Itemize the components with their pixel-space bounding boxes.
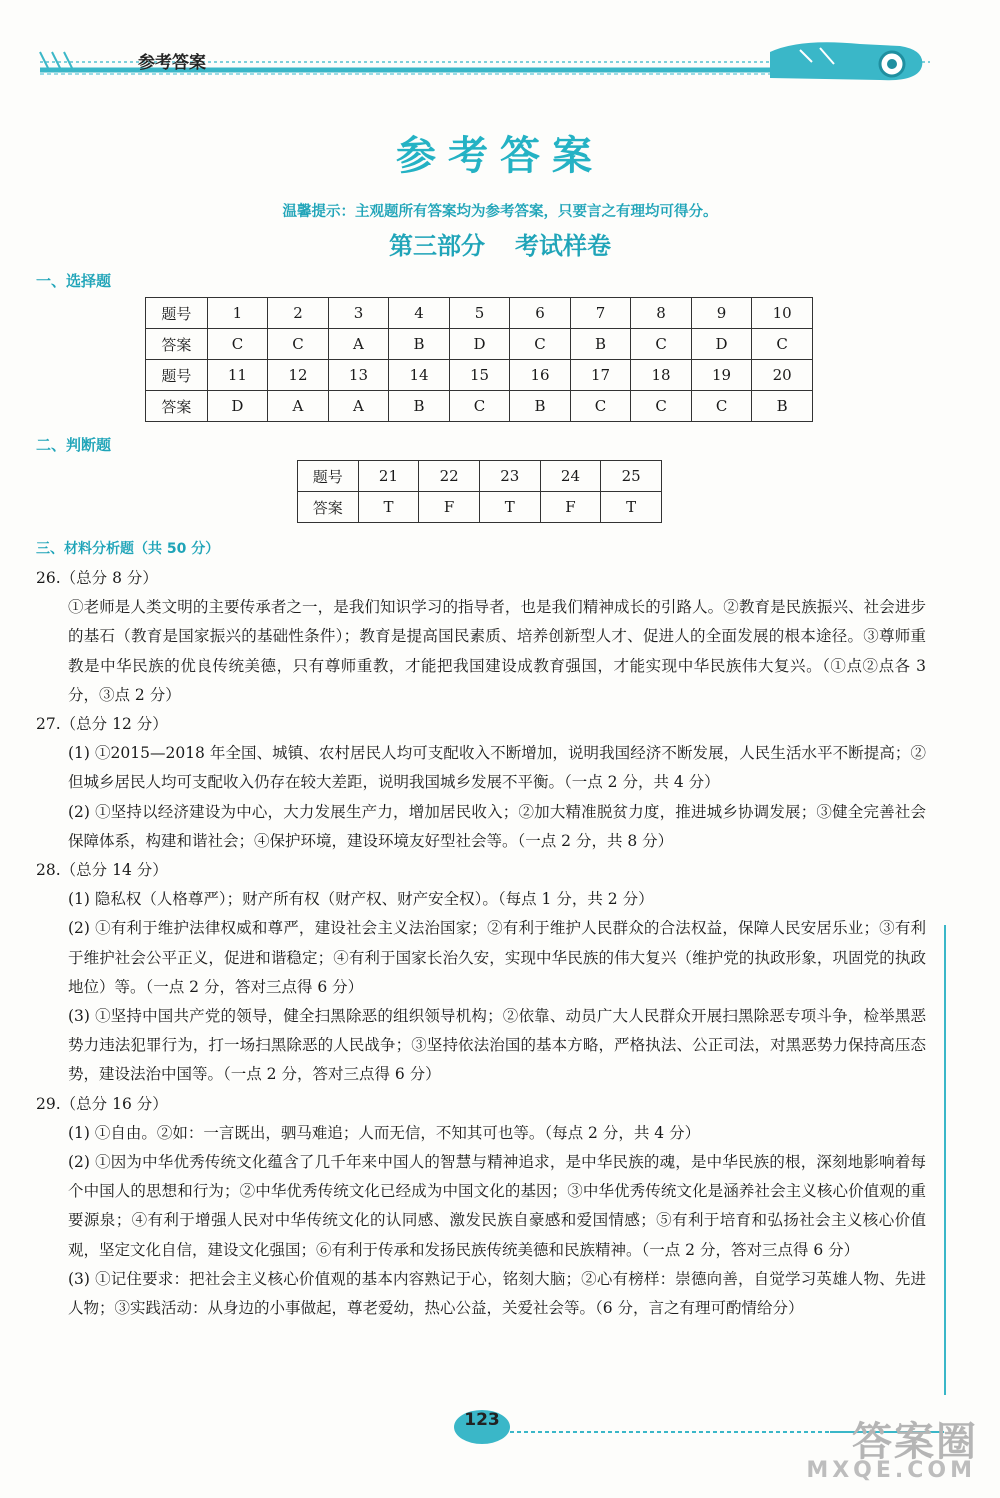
section-heading-judge: 二、判断题 (36, 436, 112, 454)
row-header-cell: 题号 (146, 360, 208, 391)
table-cell: 5 (449, 298, 510, 329)
margin-rule (944, 925, 946, 1395)
table-cell: B (389, 391, 450, 422)
table-cell: 19 (691, 360, 752, 391)
question-28-answer-2: (2) ①有利于维护法律权威和尊严，建设社会主义法治国家；②有利于维护人民群众的合法权益，保障人民安居乐业；③有利于维护社会公平正义，促进和谐稳定；④有利于国家长治久安，实现中华民族的伟大复兴（维护党的执政形象，巩固党的执政地位）等。（一点 2 分，答对三点得 6 分） (68, 919, 926, 996)
question-29-heading: 29.（总分 16 分） (36, 1094, 168, 1113)
row-header-cell: 答案 (146, 329, 208, 360)
question-26-answer: ①老师是人类文明的主要传承者之一，是我们知识学习的指导者，也是我们精神成长的引路人。②教育是民族振兴、社会进步的基石（教育是国家振兴的基础性条件）；教育是提高国民素质、培养创新型人才、促进人的全面发展的根本途径。③尊师重教是中华民族的优良传统美德，只有尊师重教，才能把我国建设成教育强国，才能实现中华民族伟大复兴。（①点②点各 3 分，③点 2 分） (68, 598, 926, 704)
table-cell: 22 (419, 461, 480, 492)
table-cell: 14 (389, 360, 450, 391)
table-cell: 15 (449, 360, 510, 391)
table-cell: C (631, 329, 692, 360)
watermark-url: MXQE.COM (806, 1458, 976, 1483)
question-29-answer-2: (2) ①因为中华优秀传统文化蕴含了几千年来中国人的智慧与精神追求，是中华民族的魂，是中华民族的根，深刻地影响着每个中国人的思想和行为；②中华优秀传统文化已经成为中国文化的基因；③中华优秀传统文化是涵养社会主义核心价值观的重要源泉；④有利于增强人民对中华传统文化的认同感、激发民族自豪感和爱国情感；⑤有利于培育和弘扬社会主义核心价值观，坚定文化自信，建设文化强国；⑥有利于传承和发扬民族传统美德和民族精神。（一点 2 分，答对三点得 6 分） (68, 1153, 926, 1259)
table-cell: 7 (570, 298, 631, 329)
answer-body (36, 564, 926, 1323)
table-cell: B (570, 329, 631, 360)
page-header (0, 0, 1000, 95)
table-cell: D (691, 329, 752, 360)
row-header-cell: 题号 (298, 461, 359, 492)
page-title: 参考答案 (396, 133, 604, 179)
table-cell: B (752, 391, 813, 422)
table-cell: 20 (752, 360, 813, 391)
table-cell: T (601, 492, 662, 523)
row-header-cell: 答案 (146, 391, 208, 422)
table-cell: C (207, 329, 268, 360)
table-cell: 18 (631, 360, 692, 391)
part-title-a: 第三部分 (389, 232, 485, 260)
table-cell: B (389, 329, 450, 360)
table-row (298, 492, 662, 523)
table-row (146, 329, 813, 360)
table-row (146, 298, 813, 329)
table-cell: 17 (570, 360, 631, 391)
table-cell: C (631, 391, 692, 422)
part-title-b: 考试样卷 (515, 232, 611, 260)
table-cell: F (419, 492, 480, 523)
table-cell: C (268, 329, 329, 360)
table-cell: 12 (268, 360, 329, 391)
tip-text: 温馨提示：主观题所有答案均为参考答案，只要言之有理均可得分。 (282, 204, 718, 220)
table-cell: 21 (358, 461, 419, 492)
watermark-logo: 答案圈 (852, 1419, 978, 1465)
question-28-answer-3: (3) ①坚持中国共产党的领导，健全扫黑除恶的组织领导机构；②依靠、动员广大人民群众开展扫黑除恶专项斗争，检举黑恶势力违法犯罪行为，打一场扫黑除恶的人民战争；③坚持依法治国的基本方略，严格执法、公正司法，对黑恶势力保持高压态势，建设法治中国等。（一点 2 分，答对三点得 6 分） (68, 1007, 926, 1084)
row-header-cell: 题号 (146, 298, 208, 329)
judge-answer-table (297, 460, 662, 523)
table-cell: 25 (601, 461, 662, 492)
table-cell: D (449, 329, 510, 360)
table-cell: C (510, 329, 571, 360)
table-cell: T (479, 492, 540, 523)
table-cell: 1 (207, 298, 268, 329)
table-row (146, 360, 813, 391)
question-27-heading: 27.（总分 12 分） (36, 715, 168, 734)
table-cell: C (570, 391, 631, 422)
table-cell: A (328, 329, 389, 360)
part-title (0, 226, 1000, 261)
table-cell: 3 (328, 298, 389, 329)
table-cell: 16 (510, 360, 571, 391)
table-cell: 9 (691, 298, 752, 329)
table-cell: A (328, 391, 389, 422)
row-header-cell: 答案 (298, 492, 359, 523)
table-cell: B (510, 391, 571, 422)
question-29-answer-1: (1) ①自由。②如：一言既出，驷马难追；人而无信，不知其可也等。（每点 2 分，共 4 分） (68, 1123, 701, 1142)
table-cell: 24 (540, 461, 601, 492)
section-heading-choice: 一、选择题 (36, 272, 112, 290)
table-row (298, 461, 662, 492)
question-27-answer-2: (2) ①坚持以经济建设为中心，大力发展生产力，增加居民收入；②加大精准脱贫力度，推进城乡协调发展；③健全完善社会保障体系，构建和谐社会；④保护环境，建设环境友好型社会等。（一点 2 分，共 8 分） (68, 802, 926, 850)
header-label: 参考答案 (138, 53, 206, 73)
table-cell: 8 (631, 298, 692, 329)
table-cell: 13 (328, 360, 389, 391)
table-cell: C (691, 391, 752, 422)
table-cell: D (207, 391, 268, 422)
question-29-answer-3: (3) ①记住要求：把社会主义核心价值观的基本内容熟记于心，铭刻大脑；②心有榜样：崇德向善，自觉学习英雄人物、先进人物；③实践活动：从身边的小事做起，尊老爱幼，热心公益，关爱社会等。（6 分，言之有理可酌情给分） (68, 1269, 926, 1318)
page-number: 123 (464, 1410, 500, 1430)
table-cell: A (268, 391, 329, 422)
table-cell: 11 (207, 360, 268, 391)
question-26-heading: 26.（总分 8 分） (36, 569, 158, 587)
question-28-heading: 28.（总分 14 分） (36, 861, 168, 880)
table-cell: 4 (389, 298, 450, 329)
table-cell: 2 (268, 298, 329, 329)
table-cell: C (449, 391, 510, 422)
table-cell: T (358, 492, 419, 523)
table-row (146, 391, 813, 422)
table-cell: C (752, 329, 813, 360)
table-cell: F (540, 492, 601, 523)
table-cell: 10 (752, 298, 813, 329)
table-cell: 6 (510, 298, 571, 329)
choice-answer-table (145, 297, 813, 422)
question-28-answer-1: (1) 隐私权（人格尊严）；财产所有权（财产权、财产安全权）。（每点 1 分，共 2 分） (68, 890, 654, 909)
table-cell: 23 (479, 461, 540, 492)
section-heading-analysis: 三、材料分析题（共 50 分） (36, 541, 220, 557)
question-27-answer-1: (1) ①2015—2018 年全国、城镇、农村居民人均可支配收入不断增加，说明我国经济不断发展，人民生活水平不断提高；②但城乡居民人均可支配收入仍存在较大差距，说明我国城乡发展不平衡。（一点 2 分，共 4 分） (68, 744, 926, 792)
